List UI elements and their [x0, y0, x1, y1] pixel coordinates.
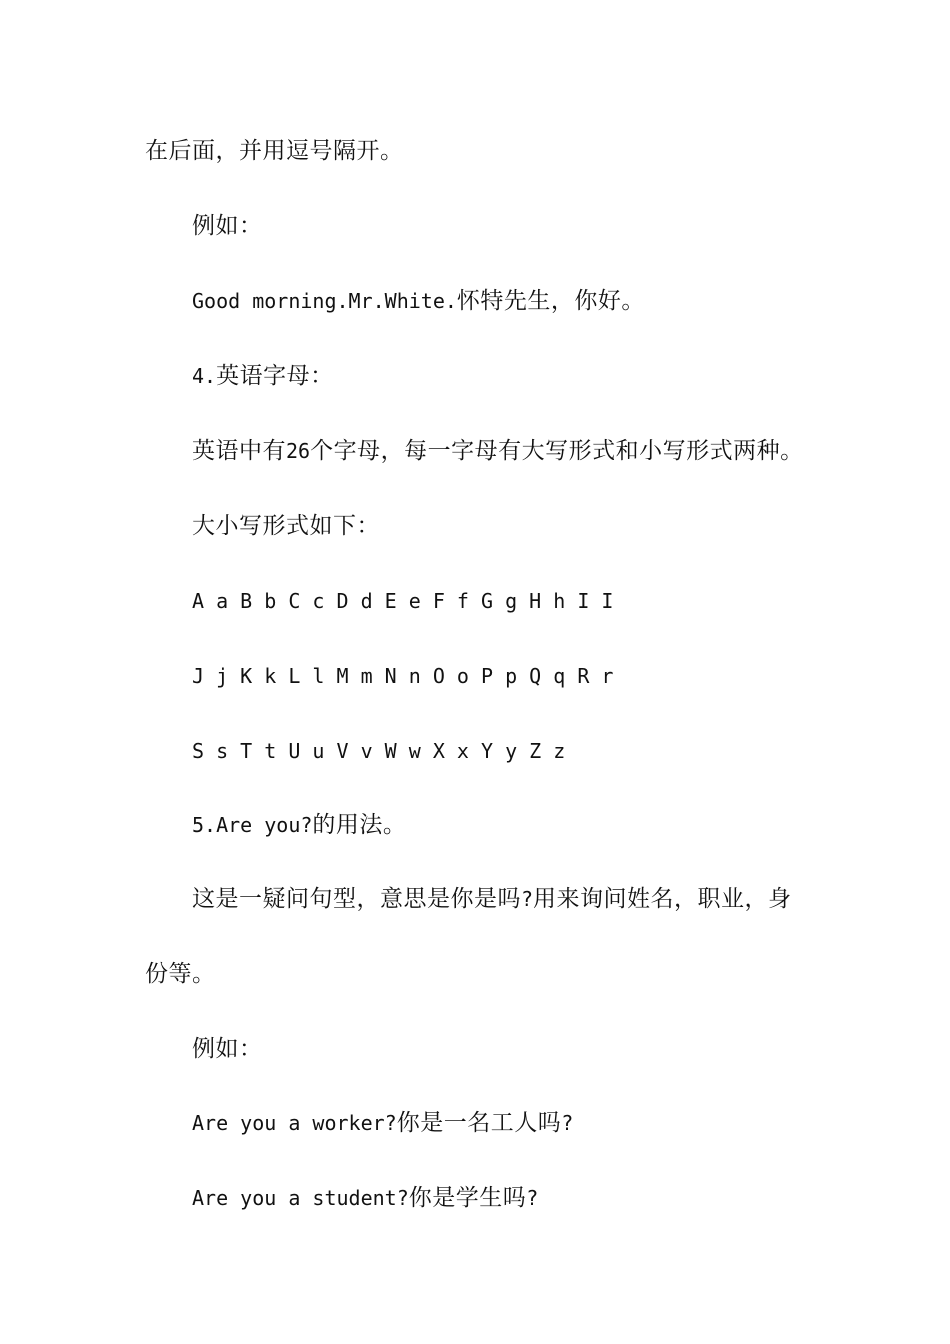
paragraph-line-11	[192, 884, 792, 914]
example-label: 例如：	[192, 1036, 263, 1062]
paragraph-line-6	[192, 511, 380, 541]
section-number: 4.	[192, 364, 217, 388]
question-mark: ?	[561, 1111, 574, 1135]
paragraph-line-14	[192, 1108, 573, 1138]
paragraph-line-3	[192, 286, 645, 316]
example-english: Are you a student?	[192, 1186, 409, 1210]
number-26: 26	[286, 439, 311, 463]
text-continuation: 份等。	[145, 961, 216, 987]
text-part: 用来询问姓名，职业，身	[533, 886, 792, 912]
paragraph-line-12	[145, 959, 216, 989]
section-title: 英语字母：	[216, 363, 334, 389]
example-chinese: 怀特先生，你好。	[456, 288, 645, 314]
example-label: 例如：	[192, 213, 263, 239]
section-title-chinese: 的用法。	[312, 812, 407, 838]
alphabet-row-3	[192, 736, 565, 766]
alphabet-letters: A a B b C c D d E e F f G g H h I I	[192, 589, 614, 613]
alphabet-row-1	[192, 586, 613, 616]
question-mark: ?	[521, 887, 534, 911]
text-part: 这是一疑问句型，意思是你是吗	[192, 886, 521, 912]
alphabet-letters: S s T t U u V v W w X x Y y Z z	[192, 739, 566, 763]
example-chinese: 你是学生吗	[408, 1185, 527, 1211]
paragraph-line-5	[192, 436, 804, 466]
paragraph-line-1	[145, 136, 404, 166]
text-line: 大小写形式如下：	[192, 513, 380, 539]
paragraph-line-13	[192, 1034, 263, 1064]
section-heading-5	[192, 810, 406, 840]
text-part: 英语中有	[192, 438, 286, 464]
example-chinese: 你是一名工人吗	[396, 1110, 562, 1136]
example-english: Are you a worker?	[192, 1111, 397, 1135]
paragraph-line-2	[192, 211, 263, 241]
text-continuation: 在后面，并用逗号隔开。	[145, 138, 404, 164]
example-english: Good morning.Mr.White.	[192, 289, 457, 313]
paragraph-line-15	[192, 1183, 538, 1213]
text-part: 个字母，每一字母有大写形式和小写形式两种。	[310, 438, 804, 464]
section-heading-4	[192, 361, 334, 391]
alphabet-letters: J j K k L l M m N n O o P p Q q R r	[192, 664, 614, 688]
section-title-english: 5.Are you?	[192, 813, 313, 837]
question-mark: ?	[526, 1186, 539, 1210]
alphabet-row-2	[192, 661, 613, 691]
